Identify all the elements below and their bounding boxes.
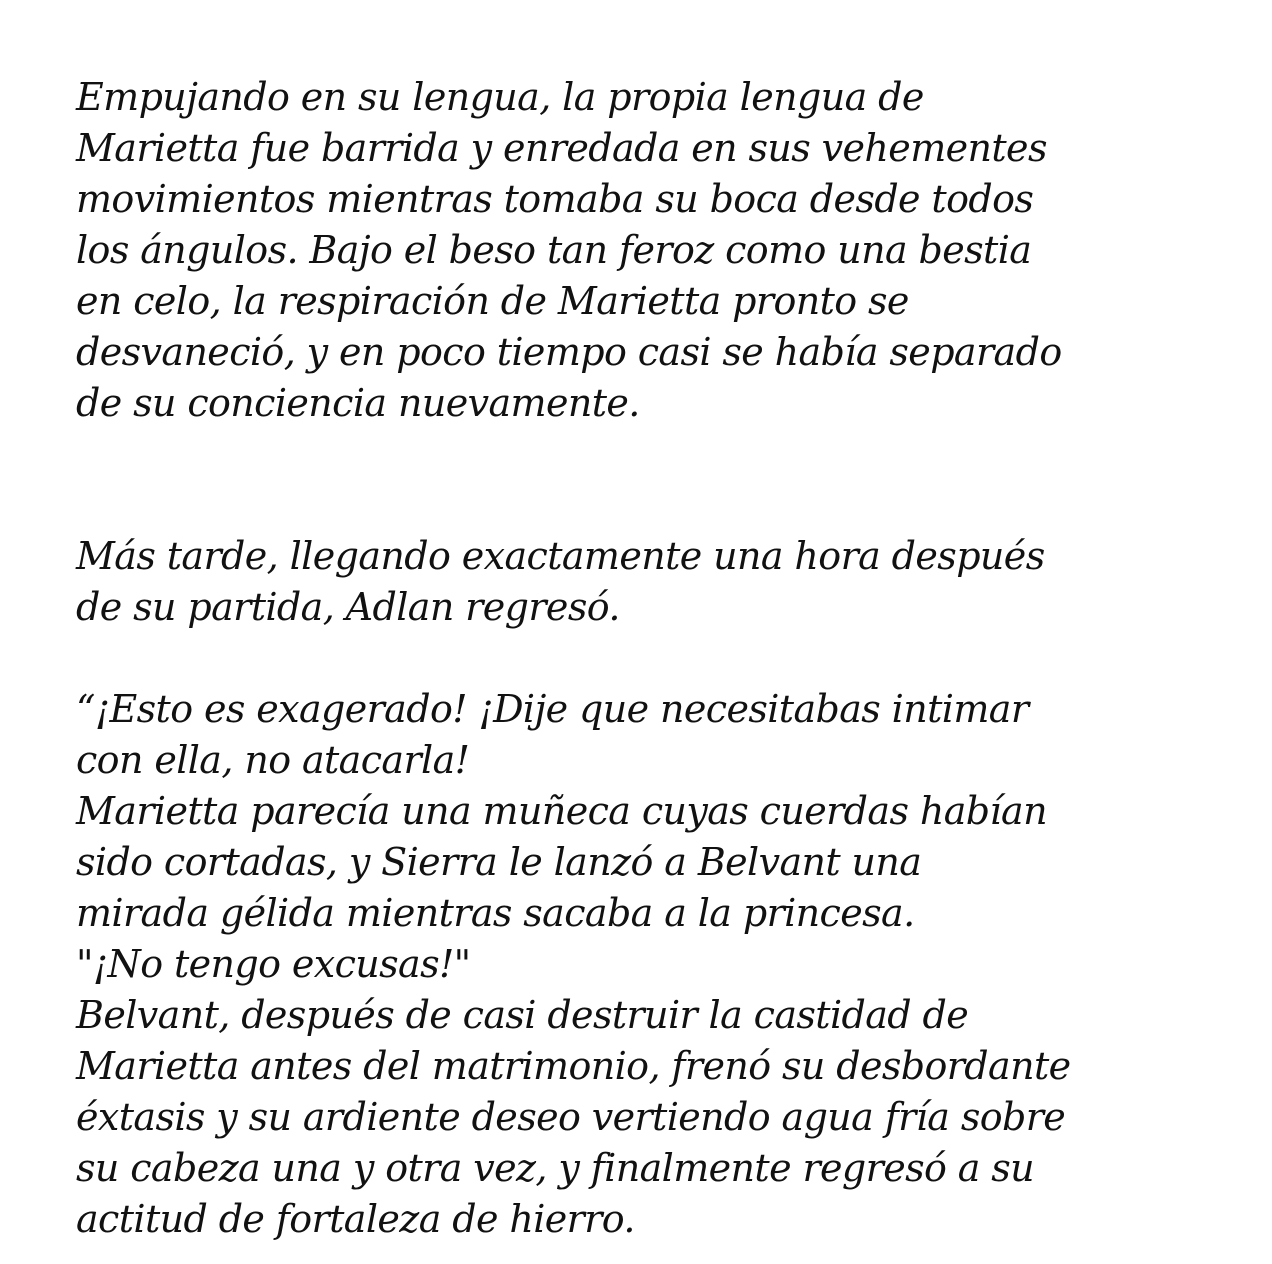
paragraph-2 bbox=[76, 531, 1236, 633]
text-line: mirada gélida mientras sacaba a la princesa. bbox=[76, 891, 915, 935]
text-line: Marietta antes del matrimonio, frenó su desbordante bbox=[76, 1044, 1071, 1088]
text-line: sido cortadas, y Sierra le lanzó a Belvant una bbox=[76, 840, 922, 884]
document-page bbox=[76, 72, 1236, 1245]
paragraph-1 bbox=[76, 72, 1236, 429]
text-line: desvaneció, y en poco tiempo casi se había separado bbox=[76, 330, 1062, 374]
text-line: Más tarde, llegando exactamente una hora después bbox=[76, 534, 1045, 578]
text-line: Marietta fue barrida y enredada en sus vehementes bbox=[76, 126, 1047, 170]
text-line: “¡Esto es exagerado! ¡Dije que necesitabas intimar bbox=[76, 687, 1029, 731]
text-line: Empujando en su lengua, la propia lengua de bbox=[76, 75, 924, 119]
paragraph-3 bbox=[76, 684, 1236, 1245]
text-line: movimientos mientras tomaba su boca desde todos bbox=[76, 177, 1034, 221]
text-line: en celo, la respiración de Marietta pronto se bbox=[76, 279, 909, 323]
text-line: "¡No tengo excusas!" bbox=[76, 942, 471, 986]
text-line: Belvant, después de casi destruir la castidad de bbox=[76, 993, 969, 1037]
text-line: Marietta parecía una muñeca cuyas cuerdas habían bbox=[76, 789, 1047, 833]
text-line: con ella, no atacarla! bbox=[76, 738, 470, 782]
text-line: de su conciencia nuevamente. bbox=[76, 381, 640, 425]
text-line: los ángulos. Bajo el beso tan feroz como una bestia bbox=[76, 228, 1032, 272]
text-line: actitud de fortaleza de hierro. bbox=[76, 1197, 635, 1241]
text-line: de su partida, Adlan regresó. bbox=[76, 585, 620, 629]
text-line: éxtasis y su ardiente deseo vertiendo agua fría sobre bbox=[76, 1095, 1066, 1139]
text-line: su cabeza una y otra vez, y finalmente regresó a su bbox=[76, 1146, 1035, 1190]
